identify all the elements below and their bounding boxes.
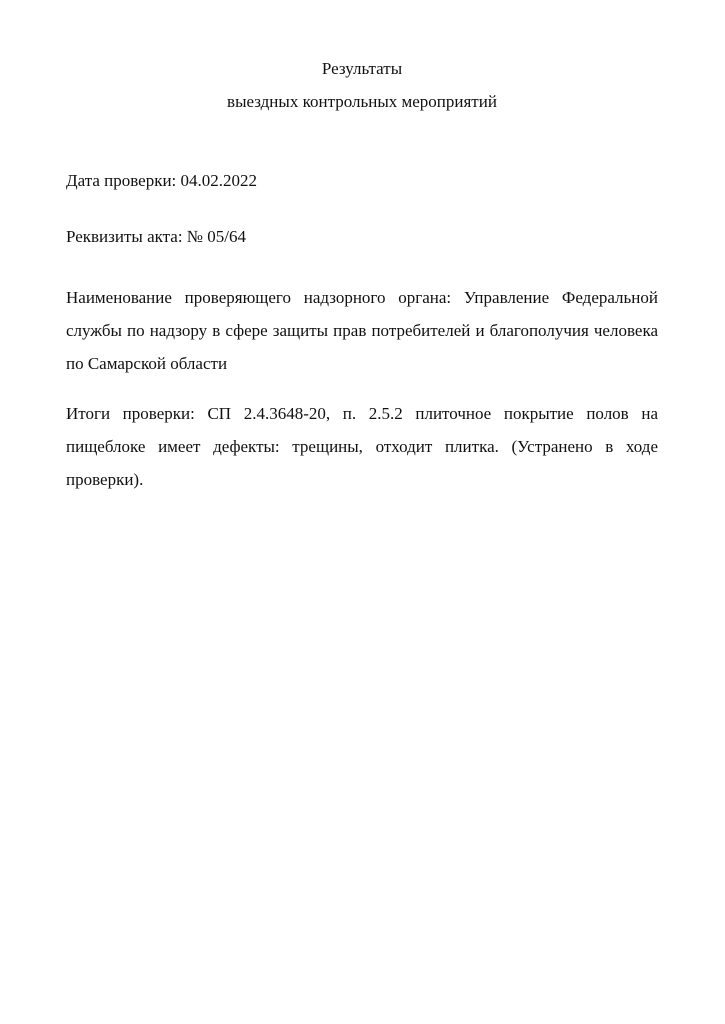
inspection-date-paragraph: Дата проверки: 04.02.2022 [66,171,258,190]
document-title-line2: выездных контрольных мероприятий [227,92,497,111]
document-title-line1: Результаты [321,59,403,78]
document-title [66,52,658,118]
supervisory-authority-paragraph: Наименование проверяющего надзорного органа: Управление Федеральной службы по надзору в сфере защиты прав потребителей и благополучия человека по Самарской области [66,288,658,373]
inspection-results-paragraph: Итоги проверки: СП 2.4.3648-20, п. 2.5.2 плиточное покрытие полов на пищеблоке имеет дефекты: трещины, отходит плитка. (Устранено в ходе проверки). [66,404,658,489]
act-details-paragraph: Реквизиты акта: № 05/64 [66,227,247,246]
